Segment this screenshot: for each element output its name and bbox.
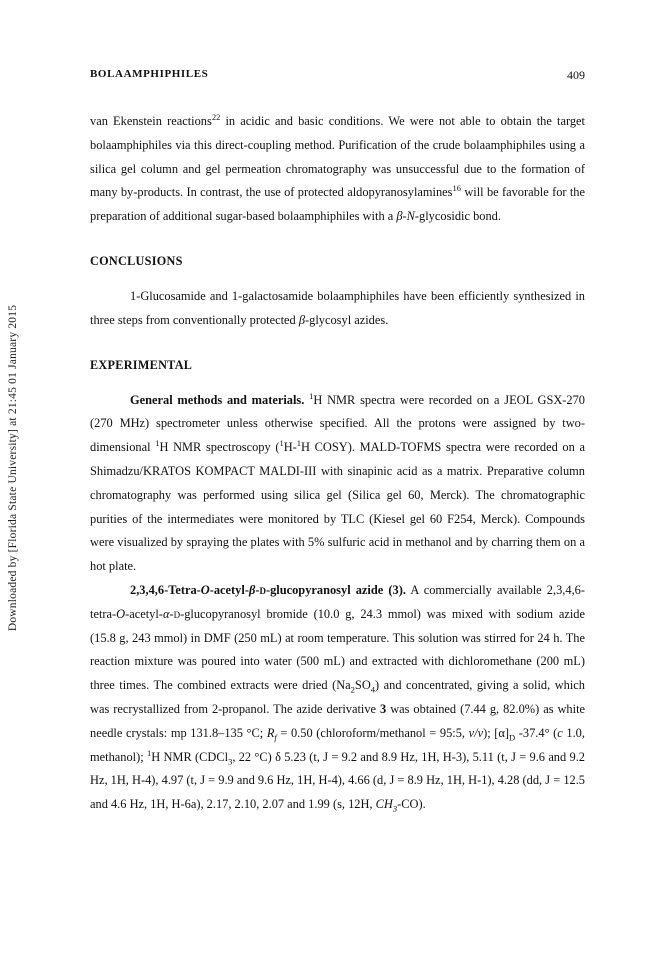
superscript-1: 1 <box>309 390 314 401</box>
subscript: 3 <box>228 756 233 766</box>
azide-text: -37.4° ( <box>515 725 558 740</box>
conclusions-text: 1-Glucosamide and 1-galactosamide bolaamphiphiles have been efficiently synthesized in three steps from conventionally protected <box>90 288 585 327</box>
azide-text: SO <box>354 678 371 693</box>
download-watermark <box>2 258 24 678</box>
conclusions-paragraph <box>90 285 585 333</box>
azide-text: A commercially available 2,3,4,6-tetra- <box>90 582 585 621</box>
intro-text: will be favorable for the preparation of additional sugar-based bolaamphiphiles with a <box>90 185 586 224</box>
subscript: 4 <box>370 684 376 695</box>
intro-text: in acidic and basic conditions. We were not able to obtain the target bolaamphiphiles via this direct-coupling method. Purification of the crude bolaamphiphiles using a silica gel column and gel permeation chromatography was unsuccessful due to the formation of many by-products. In contrast, the use of protected aldopyranosylamines <box>90 114 585 200</box>
article-body <box>90 110 585 817</box>
running-header <box>90 68 585 86</box>
title-part: -acetyl- <box>209 582 249 597</box>
italic-n: N <box>406 209 415 224</box>
small-caps-d: d <box>259 582 266 597</box>
intro-text: - <box>402 209 407 224</box>
subscript: f <box>274 732 277 743</box>
azide-text: 1.0, methanol); <box>90 725 585 764</box>
general-methods-title: General methods and materials. <box>130 392 305 407</box>
title-part: -glucopyranosyl azide (3). <box>265 582 406 597</box>
intro-text: van Ekenstein reactions <box>90 114 212 128</box>
compound-number: 3 <box>380 701 387 716</box>
subscript: 3 <box>392 803 398 814</box>
azide-text: -glucopyranosyl bromide (10.0 g, 24.3 mmol) was mixed with sodium azide (15.8 g, 243 mmol) in DMF (250 mL) at room temperature. This solution was stirred for 24 h. The reaction mixture was poured into water (500 mL) and extracted with dichloromethane (200 mL) three times. The combined extracts were dried (Na <box>90 606 585 693</box>
superscript-1: 1 <box>279 438 284 449</box>
title-part: - <box>255 582 260 597</box>
experimental-heading: EXPERIMENTAL <box>90 357 193 372</box>
azide-text: - <box>169 606 174 621</box>
page-number: 409 <box>567 68 585 82</box>
greek-beta: β <box>248 582 256 597</box>
azide-text: -CO). <box>397 797 426 812</box>
intro-paragraph <box>90 110 585 229</box>
greek-alpha: α <box>162 606 170 621</box>
subscript: 2 <box>350 684 355 695</box>
italic-c: c <box>557 725 563 740</box>
intro-text: -glycosidic bond. <box>414 209 501 224</box>
italic-vv: v/v <box>468 725 484 740</box>
azide-text: -acetyl- <box>125 606 163 621</box>
superscript-1: 1 <box>155 438 160 449</box>
greek-beta: β <box>298 312 306 327</box>
italic-o: O <box>200 582 210 597</box>
general-text: H NMR spectroscopy ( <box>159 440 280 455</box>
azide-text: ); [α] <box>483 725 510 740</box>
small-caps-d: d <box>173 606 181 621</box>
greek-beta: β <box>396 209 403 224</box>
reference-16: 16 <box>452 183 461 194</box>
italic-ch: CH <box>375 797 393 812</box>
reference-22: 22 <box>211 111 221 122</box>
general-text: H NMR spectra were recorded on a JEOL GSX-270 (270 MHz) spectrometer unless otherwise specified. All the protons were assigned by two-dimensional <box>90 392 585 455</box>
azide-text: was obtained (7.44 g, 82.0%) as white needle crystals: mp 131.8–135 °C; <box>90 701 586 740</box>
azide-text: , 22 °C) δ 5.23 (t, J = 9.2 and 8.9 Hz, 1H, H-3), 5.11 (t, J = 9.6 and 9.2 Hz, 1H, H-4), 4.97 (t, J = 9.9 and 9.6 Hz, 1H, H-4), 4.66 (d, J = 8.9 Hz, 1H, H-1), 4.28 (dd, J = 12.5 and 4.6 Hz, 1H, H-6a), 2.17, 2.10, 2.07 and 1.99 (s, 12H, <box>90 749 585 812</box>
azide-text: = 0.50 (chloroform/methanol = 95:5, <box>276 725 469 740</box>
running-title: BOLAAMPHIPHILES <box>90 68 209 80</box>
conclusions-text: -glycosyl azides. <box>305 312 389 327</box>
general-text: H COSY). MALD-TOFMS spectra were recorded on a Shimadzu/KRATOS KOMPACT MALDI-III with sinapinic acid as a matrix. Preparative column chromatography was performed using silica gel (Silica gel 60, Merck). The chromatographic purities of the intermediates were monitored by TLC (Kiesel gel 60 F254, Merck). Compounds were visualized by spraying the plates with 5% sulfuric acid in methanol and by charring them on a hot plate. <box>90 440 585 574</box>
compound-3-title <box>130 583 406 597</box>
download-note-text: Downloaded by [Florida State University] at 21:45 01 January 2015 <box>7 304 20 632</box>
general-text: H- <box>283 440 297 455</box>
subscript: D <box>509 732 516 743</box>
azide-text: H NMR (CDCl <box>151 749 229 764</box>
conclusions-heading: CONCLUSIONS <box>90 253 183 268</box>
superscript-1: 1 <box>296 438 302 449</box>
azide-synthesis-paragraph <box>90 579 585 817</box>
azide-text: ) and concentrated, giving a solid, which was recrystallized from 2-propanol. The azide derivative <box>90 678 585 716</box>
rf-symbol: R <box>266 725 275 740</box>
general-methods-paragraph <box>90 389 585 579</box>
italic-o: O <box>116 606 126 621</box>
title-part: 2,3,4,6-Tetra- <box>130 582 201 597</box>
superscript-1: 1 <box>146 747 152 758</box>
